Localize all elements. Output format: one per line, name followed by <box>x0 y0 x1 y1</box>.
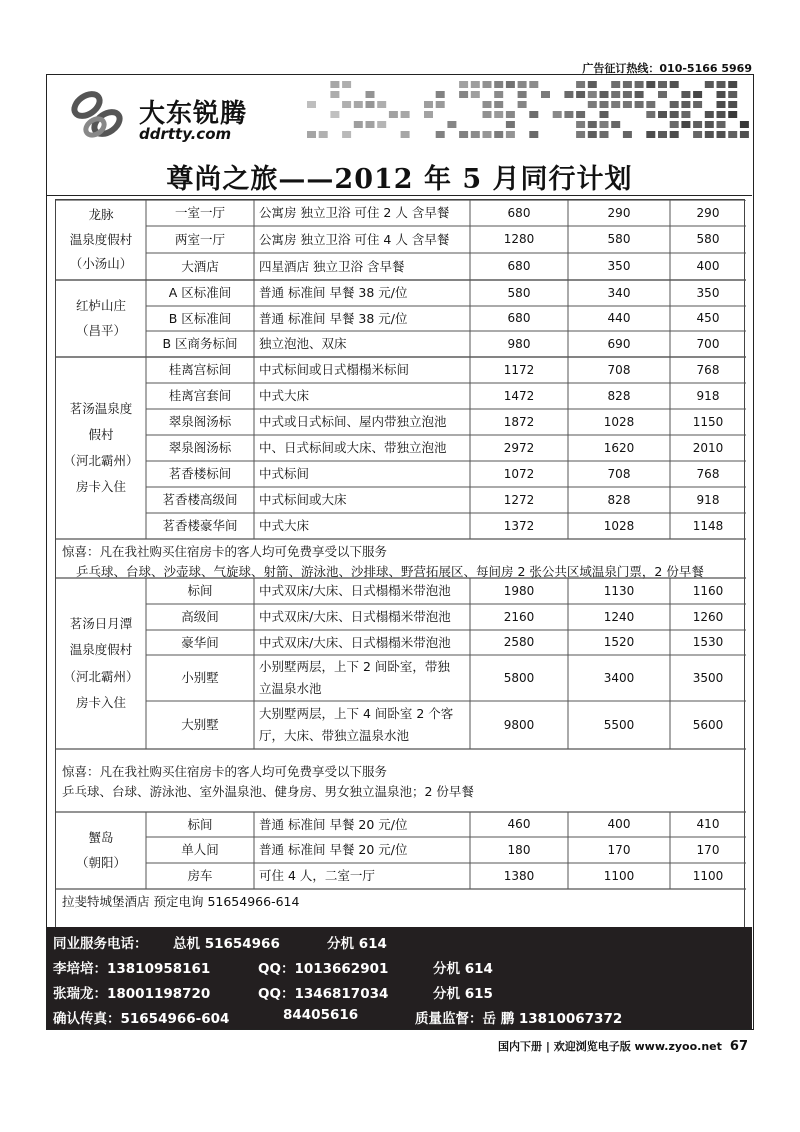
pixel-square <box>693 91 702 98</box>
room-description <box>254 487 470 513</box>
pixel-square <box>307 131 316 138</box>
pixel-square <box>728 101 737 108</box>
price-1: 1380 <box>503 868 535 883</box>
room-description <box>254 409 470 435</box>
page-frame <box>46 74 754 1030</box>
pixel-square <box>670 121 679 128</box>
price-3: 1530 <box>692 635 724 649</box>
price-3: 450 <box>696 311 720 325</box>
hotel-name-line: 假村 <box>88 426 114 442</box>
room-type: 小别墅 <box>181 670 219 686</box>
pixel-square <box>342 81 351 88</box>
price-1: 2160 <box>503 609 535 624</box>
room-description <box>254 837 470 863</box>
room-type: B 区商务标间 <box>162 336 238 352</box>
pixel-square <box>717 131 726 138</box>
pixel-square <box>377 101 386 108</box>
pixel-square <box>436 91 445 98</box>
description-line: 大别墅两层，上下 4 间卧室 2 个客 <box>259 706 454 722</box>
pixel-square <box>611 101 620 108</box>
pixel-square <box>588 81 597 88</box>
hotel-name-line: 龙脉 <box>88 207 114 223</box>
price-1: 1272 <box>503 492 535 507</box>
pixel-square <box>471 131 480 138</box>
pixel-square <box>693 121 702 128</box>
room-type: 高级间 <box>181 609 219 625</box>
description-line: 普通 标准间 早餐 38 元/位 <box>259 285 408 301</box>
pixel-square <box>600 131 609 138</box>
brand-site: ddrtty.com <box>139 125 232 143</box>
price-3: 580 <box>696 232 720 246</box>
room-description <box>254 331 470 357</box>
price-2: 828 <box>607 388 631 403</box>
price-3: 410 <box>696 817 720 831</box>
description-line: 中式或日式标间、屋内带独立泡池 <box>259 414 447 430</box>
hotel-name-line: 温泉度假村 <box>69 231 133 247</box>
price-3: 768 <box>696 466 720 481</box>
room-type: 房车 <box>187 868 213 884</box>
header <box>47 75 752 195</box>
room-description <box>254 383 470 409</box>
description-line: 中式标间 <box>259 466 310 482</box>
room-type: 茗香楼标间 <box>168 466 232 482</box>
room-type: 茗香楼豪华间 <box>162 518 238 534</box>
pixel-square <box>611 91 620 98</box>
fax-2: 84405616 <box>283 1007 359 1023</box>
price-3: 2010 <box>692 440 724 455</box>
price-3: 5600 <box>692 717 724 732</box>
room-description <box>254 630 470 655</box>
hotel-name-line: （小汤山） <box>69 256 133 272</box>
pixel-square <box>459 81 468 88</box>
price-2: 170 <box>607 842 631 857</box>
description-line: 独立泡池、双床 <box>259 336 347 352</box>
pixel-square <box>588 101 597 108</box>
price-3: 3500 <box>692 670 724 685</box>
service-label: 同业服务电话： <box>53 936 148 952</box>
price-3: 170 <box>696 842 720 857</box>
pixel-square <box>646 131 655 138</box>
description-line: 中式标间或大床 <box>259 492 347 508</box>
price-3: 700 <box>696 336 720 351</box>
price-3: 1150 <box>692 414 724 429</box>
price-2: 828 <box>607 492 631 507</box>
room-type: 大酒店 <box>181 258 219 274</box>
price-2: 1100 <box>603 868 635 883</box>
pixel-square <box>693 101 702 108</box>
note-2-line-2: 乒乓球、台球、游泳池、室外温泉池、健身房、男女独立温泉池；2 份早餐 <box>62 784 474 799</box>
hotel-name-line: （河北霸州） <box>63 668 139 684</box>
room-description <box>254 253 470 280</box>
pixel-square <box>670 111 679 118</box>
price-1: 460 <box>507 817 531 831</box>
pixel-square <box>681 121 690 128</box>
pixel-square <box>541 91 550 98</box>
price-1: 1472 <box>503 388 535 403</box>
note-1-line-2: 乒乓球、台球、沙壶球、气旋球、射箭、游泳池、沙排球、野营拓展区、每间房 2 张公共区域温泉门票，2 份早餐 <box>76 564 704 579</box>
room-type: A 区标准间 <box>168 285 232 301</box>
price-3: 1148 <box>692 518 724 533</box>
description-line: 小别墅两层，上下 2 间卧室，带独 <box>259 659 450 675</box>
fax: 确认传真：51654966-604 <box>53 1011 230 1027</box>
room-type: 翠泉阁汤标 <box>168 440 232 456</box>
pixel-square <box>518 81 527 88</box>
room-description <box>254 655 470 701</box>
room-description <box>254 226 470 253</box>
room-type: B 区标准间 <box>168 310 232 326</box>
castle-hotel-note: 拉斐特城堡酒店 预定电询 51654966-614 <box>62 894 300 909</box>
room-type: 单人间 <box>181 842 219 858</box>
pixel-square <box>705 131 714 138</box>
pixel-square <box>635 81 644 88</box>
pixel-square <box>600 101 609 108</box>
pixel-square <box>529 131 538 138</box>
price-2: 1620 <box>603 440 635 455</box>
room-description <box>254 200 470 226</box>
pixel-square <box>506 111 515 118</box>
price-1: 1072 <box>503 466 535 481</box>
price-2: 690 <box>607 336 631 351</box>
pixel-square <box>494 91 503 98</box>
pixel-square <box>670 101 679 108</box>
pixel-square <box>670 131 679 138</box>
pixel-square <box>319 131 328 138</box>
price-2: 340 <box>607 285 631 300</box>
pixel-square <box>366 91 375 98</box>
pixel-square <box>705 111 714 118</box>
pixel-square <box>717 101 726 108</box>
pixel-square <box>705 121 714 128</box>
pixel-square <box>576 131 585 138</box>
pixel-square <box>307 101 316 108</box>
pixel-square <box>401 131 410 138</box>
contact-li-qq: QQ：1013662901 <box>258 961 389 977</box>
description-line: 中式双床/大床、日式榻榻米带泡池 <box>259 583 451 599</box>
price-1: 1172 <box>503 362 535 377</box>
pixel-square <box>436 131 445 138</box>
price-2: 440 <box>607 311 631 325</box>
price-2: 1520 <box>603 635 635 649</box>
room-description <box>254 513 470 539</box>
price-3: 1100 <box>692 868 724 883</box>
pixel-square <box>330 111 339 118</box>
price-1: 180 <box>507 842 531 857</box>
room-description <box>254 604 470 630</box>
price-3: 400 <box>696 259 720 273</box>
hotel-name-line: 房卡入住 <box>75 694 126 710</box>
contact-zhang: 张瑞龙：18001198720 <box>53 986 211 1002</box>
price-1: 2580 <box>503 635 535 649</box>
pixel-square <box>658 91 667 98</box>
pixel-square <box>494 81 503 88</box>
price-1: 680 <box>507 205 531 220</box>
pixel-square <box>377 121 386 128</box>
pixel-square <box>623 91 632 98</box>
price-1: 680 <box>507 311 531 325</box>
pixel-square <box>670 81 679 88</box>
pixel-square <box>471 81 480 88</box>
pixel-square <box>681 101 690 108</box>
page-title: 尊尚之旅——2012 年 5 月同行计划 <box>166 164 633 195</box>
pixel-square <box>529 81 538 88</box>
room-description <box>254 306 470 331</box>
price-table <box>55 199 745 1011</box>
pixel-square <box>483 111 492 118</box>
hotel-name-line: 房卡入住 <box>75 479 126 495</box>
pixel-square <box>471 91 480 98</box>
pixel-square <box>576 121 585 128</box>
room-type: 翠泉阁汤标 <box>168 414 232 430</box>
pixel-square <box>658 111 667 118</box>
hotel-name-line: 茗汤温泉度 <box>69 400 133 416</box>
note-2 <box>62 762 474 802</box>
pixel-square <box>564 111 573 118</box>
service-main: 总机 51654966 <box>173 936 280 952</box>
price-1: 1372 <box>503 518 535 533</box>
pixel-square <box>646 111 655 118</box>
description-line: 普通 标准间 早餐 20 元/位 <box>259 842 408 858</box>
description-line: 中、日式标间或大床、带独立泡池 <box>259 440 447 456</box>
price-1: 980 <box>507 336 531 351</box>
contact-zhang-qq: QQ：1346817034 <box>258 986 389 1002</box>
pixel-square <box>576 81 585 88</box>
description-line: 公寓房 独立卫浴 可住 4 人 含早餐 <box>259 231 450 247</box>
price-1: 9800 <box>503 717 535 732</box>
room-description <box>254 461 470 487</box>
pixel-square <box>623 101 632 108</box>
contact-footer <box>47 927 752 1029</box>
pixel-square <box>436 101 445 108</box>
pixel-square <box>506 121 515 128</box>
price-2: 708 <box>607 466 631 481</box>
pixel-square <box>728 91 737 98</box>
pixel-square <box>623 81 632 88</box>
pixel-square <box>553 111 562 118</box>
price-3: 1260 <box>692 609 724 624</box>
price-2: 580 <box>607 232 631 246</box>
pixel-square <box>635 91 644 98</box>
room-description <box>254 435 470 461</box>
pixel-square <box>717 91 726 98</box>
pixel-square <box>447 121 456 128</box>
pixel-square <box>494 131 503 138</box>
price-2: 5500 <box>603 717 635 732</box>
hotel-name-line: 红栌山庄 <box>75 298 126 314</box>
hotel-name-line: （河北霸州） <box>63 453 139 468</box>
price-3: 768 <box>696 362 720 377</box>
contact-li-ext: 分机 614 <box>433 961 493 977</box>
pixel-square <box>401 111 410 118</box>
description-line: 四星酒店 独立卫浴 含早餐 <box>259 258 405 274</box>
pixel-square <box>518 91 527 98</box>
pixel-square <box>600 121 609 128</box>
pixel-square <box>354 101 363 108</box>
price-1: 1280 <box>503 232 535 246</box>
price-1: 1980 <box>503 583 535 598</box>
room-type: 大别墅 <box>181 717 219 733</box>
pixel-square <box>717 111 726 118</box>
brand-logo-icon <box>67 87 129 143</box>
title-divider <box>47 195 752 196</box>
hotel-name <box>56 812 146 889</box>
description-line: 厅，大床、带独立温泉水池 <box>259 728 410 743</box>
pixel-square <box>635 101 644 108</box>
room-type: 桂离宫标间 <box>168 362 232 378</box>
pixel-square <box>681 111 690 118</box>
pixel-square <box>728 81 737 88</box>
room-type: 豪华间 <box>181 634 219 650</box>
room-description <box>254 812 470 837</box>
room-type: 标间 <box>187 816 213 832</box>
pixel-pattern-decoration <box>307 81 752 141</box>
price-1: 1872 <box>503 414 535 429</box>
description-line: 中式大床 <box>259 388 310 404</box>
pixel-square <box>483 101 492 108</box>
hotel-name <box>56 578 146 749</box>
price-1: 580 <box>507 285 531 300</box>
description-line: 普通 标准间 早餐 20 元/位 <box>259 816 408 832</box>
description-line: 立温泉水池 <box>259 681 322 696</box>
price-2: 400 <box>607 817 631 831</box>
pixel-square <box>588 121 597 128</box>
pixel-square <box>623 131 632 138</box>
hotel-name <box>56 280 146 357</box>
note-2-line-1: 惊喜：凡在我社购买住宿房卡的客人均可免费享受以下服务 <box>62 764 388 779</box>
hotel-name-line: 茗汤日月潭 <box>69 616 133 631</box>
description-line: 中式双床/大床、日式榻榻米带泡池 <box>259 634 451 650</box>
pixel-square <box>588 91 597 98</box>
room-description <box>254 701 470 749</box>
pixel-square <box>588 131 597 138</box>
room-type: 两室一厅 <box>174 231 225 247</box>
pixel-square <box>424 101 433 108</box>
hotel-name <box>56 357 146 539</box>
pixel-square <box>646 81 655 88</box>
price-2: 1028 <box>603 414 635 429</box>
pixel-square <box>600 111 609 118</box>
service-ext: 分机 614 <box>327 936 387 952</box>
pixel-square <box>506 81 515 88</box>
price-2: 350 <box>607 259 631 273</box>
price-1: 5800 <box>503 670 535 685</box>
pixel-square <box>494 101 503 108</box>
room-type: 桂离宫套间 <box>168 388 232 404</box>
pixel-square <box>342 131 351 138</box>
pixel-square <box>564 91 573 98</box>
pixel-square <box>705 81 714 88</box>
pixel-square <box>342 101 351 108</box>
pixel-square <box>366 121 375 128</box>
description-line: 中式标间或日式榻榻米标间 <box>259 362 410 378</box>
pixel-square <box>740 121 749 128</box>
pixel-square <box>494 111 503 118</box>
contact-li: 李培培：13810958161 <box>53 961 211 977</box>
pixel-square <box>728 131 737 138</box>
price-2: 1028 <box>603 518 635 533</box>
quality-supervision: 质量监督：岳 鹏 13810067372 <box>415 1011 623 1027</box>
hotel-name-line: （昌平） <box>75 322 126 338</box>
room-description <box>254 357 470 383</box>
pixel-square <box>330 81 339 88</box>
description-line: 可住 4 人，二室一厅 <box>259 868 375 884</box>
pixel-square <box>693 131 702 138</box>
price-3: 918 <box>696 388 720 403</box>
room-description <box>254 280 470 306</box>
pixel-square <box>389 111 398 118</box>
note-1 <box>62 542 704 582</box>
pixel-square <box>681 91 690 98</box>
pixel-square <box>330 91 339 98</box>
pixel-square <box>611 81 620 88</box>
price-2: 708 <box>607 362 631 377</box>
pixel-square <box>459 91 468 98</box>
pixel-square <box>646 101 655 108</box>
pixel-square <box>717 121 726 128</box>
pixel-square <box>600 91 609 98</box>
footer-text: 国内下册 | 欢迎浏览电子版 www.zyoo.net <box>498 1040 722 1053</box>
price-3: 350 <box>696 285 720 300</box>
hotel-name-line: （朝阳） <box>75 854 126 870</box>
pixel-square <box>728 111 737 118</box>
price-3: 290 <box>696 205 720 220</box>
pixel-square <box>658 81 667 88</box>
price-1: 2972 <box>503 440 535 455</box>
price-2: 1240 <box>603 609 635 624</box>
pixel-square <box>366 101 375 108</box>
page-footer <box>498 1038 748 1054</box>
brand-name: 大东锐腾 <box>139 99 248 129</box>
price-2: 290 <box>607 205 631 220</box>
room-description <box>254 863 470 889</box>
pixel-square <box>424 111 433 118</box>
pixel-square <box>576 91 585 98</box>
pixel-square <box>717 81 726 88</box>
pixel-square <box>529 111 538 118</box>
page-number: 67 <box>729 1039 748 1054</box>
contact-zhang-ext: 分机 615 <box>433 986 493 1002</box>
pixel-square <box>483 81 492 88</box>
pixel-square <box>459 131 468 138</box>
price-3: 918 <box>696 492 720 507</box>
ad-hotline: 广告征订热线：010-5166 5969 <box>582 62 752 75</box>
pixel-square <box>483 131 492 138</box>
pixel-square <box>611 121 620 128</box>
pixel-square <box>506 131 515 138</box>
note-1-line-1: 惊喜：凡在我社购买住宿房卡的客人均可免费享受以下服务 <box>62 544 388 559</box>
pixel-square <box>576 111 585 118</box>
pixel-square <box>354 121 363 128</box>
price-2: 1130 <box>603 583 635 598</box>
room-type: 标间 <box>187 583 213 599</box>
description-line: 中式大床 <box>259 518 310 534</box>
pixel-square <box>740 131 749 138</box>
price-3: 1160 <box>692 583 724 598</box>
description-line: 普通 标准间 早餐 38 元/位 <box>259 310 408 326</box>
pixel-square <box>658 131 667 138</box>
room-type: 茗香楼高级间 <box>162 492 238 508</box>
hotel-name-line: 温泉度假村 <box>69 642 133 658</box>
pixel-square <box>518 101 527 108</box>
hotel-name-line: 蟹岛 <box>88 830 114 846</box>
price-2: 3400 <box>603 670 635 685</box>
description-line: 中式双床/大床、日式榻榻米带泡池 <box>259 609 451 625</box>
description-line: 公寓房 独立卫浴 可住 2 人 含早餐 <box>259 205 450 221</box>
hotel-name <box>56 200 146 280</box>
price-1: 680 <box>507 259 531 273</box>
room-type: 一室一厅 <box>174 205 225 221</box>
